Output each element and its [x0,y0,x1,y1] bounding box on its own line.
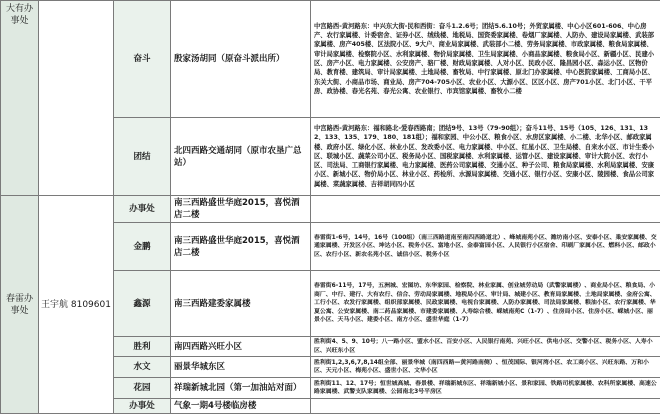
office-location: 殷家汤胡同（原奋斗派出所） [171,1,311,118]
office-location: 丽景华城东区 [171,357,311,378]
office-location: 北四西路交通胡同（原市农垦广总站） [171,118,311,196]
community-name: 胜利 [114,337,171,357]
office-location: 南三西路盛世华庭2015，喜悦酒店二楼 [171,223,311,271]
office-location: 南三西路盛世华庭2015，喜悦酒店二楼 [171,196,311,223]
community-name: 金鹏 [114,223,171,271]
community-name: 办事处 [114,196,171,223]
community-name: 奋斗 [114,1,171,118]
office-location: 南三西路建委家属楼 [171,271,311,337]
community-name: 办事处 [114,399,171,414]
subdistrict-cell [1,1,39,196]
community-name: 花园 [114,378,171,399]
service-area [311,196,660,223]
office-location: 南四西路兴旺小区 [171,337,311,357]
contact-cell [39,1,114,196]
subdistrict-name: 大有办事处 [1,1,38,29]
subdistrict-name: 春雷办事处 [1,291,38,319]
community-name: 团结 [114,118,171,196]
office-location: 祥瑞新城北园（第一加油站对面） [171,378,311,399]
subdistrict-cell [1,196,39,414]
service-area [311,399,660,414]
service-area: 胜利街1,2,3,6,7,8,14组全部、丽景华城（南四西路—黄河路南侧）、恒茂国际、银河湾小区、农工商小区、兴旺东路、万和小区、天元小区、梅苑小区、盛世小区、文华小区 [311,357,660,378]
service-area: 中宫路西-黄河路东：福和路北-爱春西路南；团结9号、13号（79-90组）；奋斗11号、15号（105、126、131、132、133、135、179、180、181组）；福和家园、中公小区、粮食小区、水房区家属楼、小二楼、北华小区、邮政家属楼、政府小区、绿化小区、林业小区、发改委小区、电力家属楼、中小区、红星小区、卫生局楼、自来水小区、市计生委小区、联城小区、蔬菜公司小区、税务局小区、国税家属楼、水利家属楼、运管小区、建设家属楼、审计大院小区、农行小区、司法局、工商银行家属楼、电力家属楼、医药公司家属楼、交通小区、种子公司、粮食局家属楼、水利局家属楼、安康小区、新城小区、物价局小区、林业小区、药检所、水源局家属楼、交通小区、银行小区、安康小区、陵园楼、食品公司家属楼、菜蔬家属楼、吉祥胡同四小区 [311,118,660,196]
table-row [1,196,660,223]
service-area: 胜利街11、12、17号；恒世城高城、春景楼、祥瑞新城东区、祥瑞新城小区、景和家园、铁路司机家属楼、农科所家属楼、高速公路家属楼、武警支队家属楼、公园南北3号平房区 [311,378,660,399]
service-area: 春雷街1-6号，14号，16号（100组）（南三西路道南至南四西路道北）、峰城南苑小区、潍坊南小区、安泰小区、巢安家属楼、交通家属楼、开发区小区、坤达小区、税务小区、富地小区、金泰富园小区、人民银行小区宿舍、印刷厂家属小区、燃料小区、邮政小区、农行小区、新农名苑小区、诚信小区、税务小区 [311,223,660,271]
service-area: 胜利街4、5、9、10号；八一路小区、盟水小区、百安小区、人民银行南苑、兴旺小区、供电小区、交警小区、税务小区、人寿小区、兴旺东小区 [311,337,660,357]
community-name: 鑫源 [114,271,171,337]
table-row [1,1,660,118]
office-location: 气象一期4号楼临房楼 [171,399,311,414]
service-area: 春雷街6-11号，17号，五洲城、宏图坊、东华家园、检察院、林业家属、创业城劳动局（武警家属楼）、商业局小区、粮食局、小商厂、中行、建行、大有农行、信合、劳动局家属楼、地税局小区、审计局、城建小区、教育局家属楼、土地局家属楼、金府公寓、工行小区、农发行家属楼、组织部家属楼、民政家属楼、电视台家属楼、人防办家属楼、司法局家属楼、粮油小区、农行家属楼、华夏公寓、公安家属楼、南二药品家属楼、市建委家属楼、人寿综合楼、嵘城南苑C（1-7）、住房局小区、住房小区、嵘城小区、丽景小区、天马小区、建委小区、南方小区、盛世华庭（1-7） [311,271,660,337]
contact-cell: 王宇航 8109601 [39,196,114,414]
community-name: 水文 [114,357,171,378]
service-area: 中宫路西-黄河路东：中兴东大街-民和西街：奋斗1.2.6号；团结5.6.10号；外贸家属楼、中心小区601-606、中心房产、农行家属楼、计委宿舍、证券小区、绒线楼、地税局、国资委家属楼、卷烟厂家属楼、人防办、建设局家属楼、武装部家属楼、房产405楼、区法院小区、9大户、商业局家属楼、武装部小二楼、劳务局家属楼、市政家属楼、粮食局家属楼、审计局家属楼、检察院小区、水利家属楼、物价局家属楼、卫生局家属楼、小商品家属楼、粮食局小区、新疆小区、民建小区、房产小区、电力家属楼、公安房产、骆厂楼、财政局家属楼、人对小区、民政小区、隆昌园小区、森运小区、区物价局、教育楼、建筑局、审计局家属楼、土地局楼、畜牧局、中行家属楼、原北门办家属楼、中心医院家属楼、工商局小区、东关大街、小商品市场、商业局、房产704-705小区、农业小区、大源小区、区区小区、房产701小区、北门小区、干平房、政协楼、春光名苑、春光公寓、农业银行、市宾馆家属楼、畜牧小二楼 [311,1,660,118]
